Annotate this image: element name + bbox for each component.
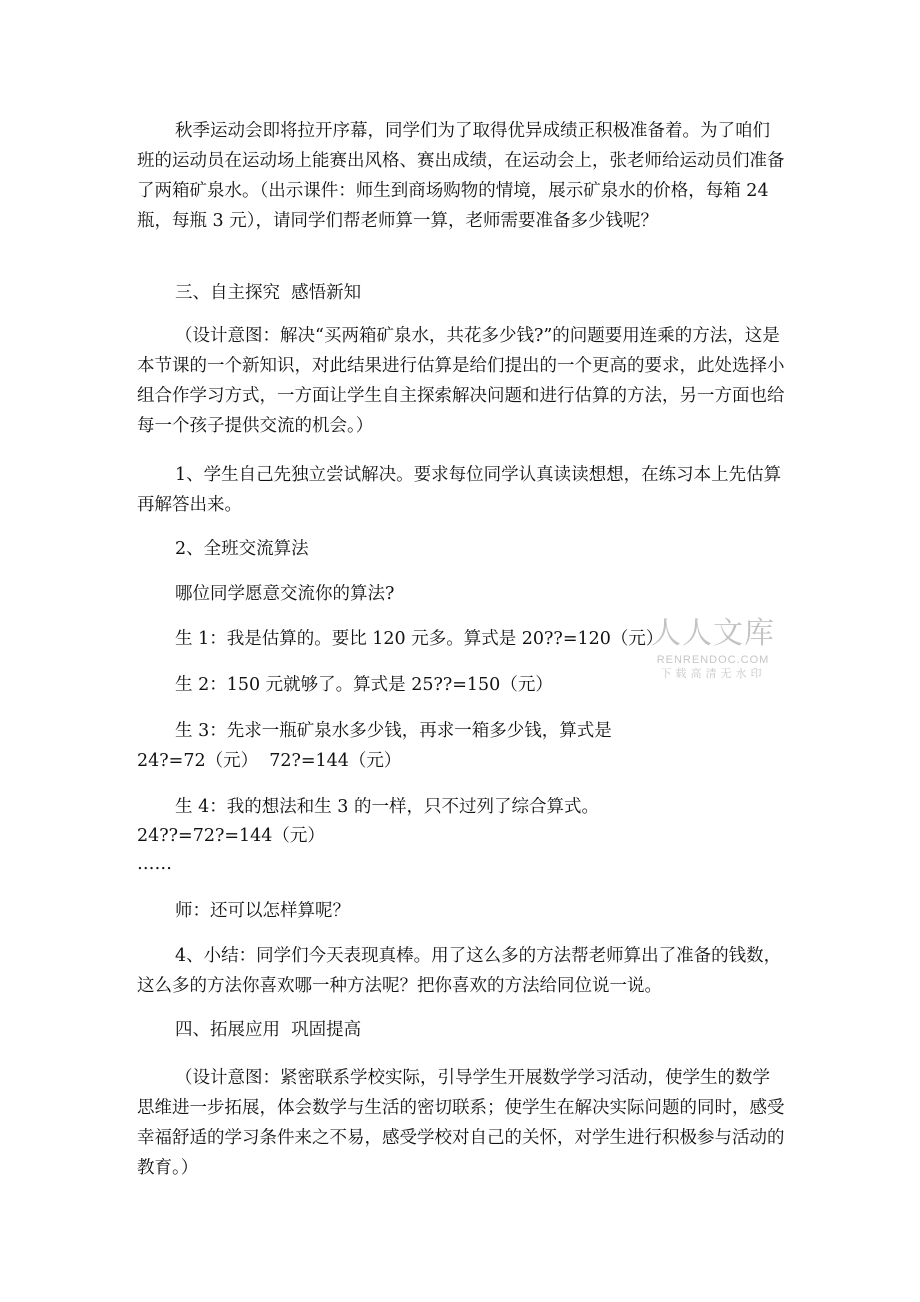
student-1-answer: 生 1：我是估算的。要比 120 元多。算式是 20??=120（元）: [175, 629, 664, 649]
student-3-formula: 24?=72（元） 72?=144（元）: [137, 751, 402, 771]
ellipsis-line: ……: [137, 854, 172, 874]
student-3-answer: 生 3：先求一瓶矿泉水多少钱，再求一箱多少钱，算式是: [175, 721, 612, 741]
step-2-heading: 2、全班交流算法: [175, 539, 309, 559]
watermark-subtitle: 下载高清无水印: [660, 668, 766, 680]
student-4-formula: 24??=72?=144（元）: [137, 826, 325, 846]
paragraph-intro: 秋季运动会即将拉开序幕，同学们为了取得优异成绩正积极准备着。为了咱们班的运动员在运动场上能赛出风格、赛出成绩，在运动会上，张老师给运动员们准备了两箱矿泉水。（出示课件：师生到商场购物的情境，展示矿泉水的价格，每箱 24 瓶，每瓶 3 元），请同学们帮老师算一算，老师需要准备多少钱呢？: [137, 121, 785, 231]
section-heading-4: 四、拓展应用 巩固提高: [175, 1020, 362, 1040]
design-intent-paragraph-1: （设计意图：解决“买两箱矿泉水，共花多少钱?”的问题要用连乘的方法，这是本节课的一个新知识，对此结果进行估算是给们提出的一个更高的要求，此处选择小组合作学习方式，一方面让学生自主探索解决问题和进行估算的方法，另一方面也给每一个孩子提供交流的机会。）: [137, 326, 785, 436]
step-1-paragraph: 1、学生自己先独立尝试解决。要求每位同学认真读读想想，在练习本上先估算再解答出来。: [137, 465, 782, 515]
watermark-title: 人人文库: [651, 616, 775, 651]
watermark-url: RENRENDOC.COM: [656, 654, 770, 666]
watermark: [648, 615, 778, 695]
student-2-answer: 生 2：150 元就够了。算式是 25??=150（元）: [175, 675, 553, 695]
section-heading-3: 三、自主探究 感悟新知: [175, 283, 362, 303]
student-4-answer: 生 4：我的想法和生 3 的一样，只不过列了综合算式。: [175, 797, 599, 817]
question-line: 哪位同学愿意交流你的算法?: [175, 584, 395, 604]
teacher-question: 师：还可以怎样算呢？: [175, 901, 350, 921]
design-intent-paragraph-2: （设计意图：紧密联系学校实际，引导学生开展数学学习活动，使学生的数学思维进一步拓展，体会数学与生活的密切联系；使学生在解决实际问题的同时，感受幸福舒适的学习条件来之不易，感受学校对自己的关怀，对学生进行积极参与活动的教育。）: [137, 1068, 785, 1178]
summary-paragraph: 4、小结：同学们今天表现真棒。用了这么多的方法帮老师算出了准备的钱数，这么多的方法你喜欢哪一种方法呢？把你喜欢的方法给同位说一说。: [137, 946, 782, 996]
